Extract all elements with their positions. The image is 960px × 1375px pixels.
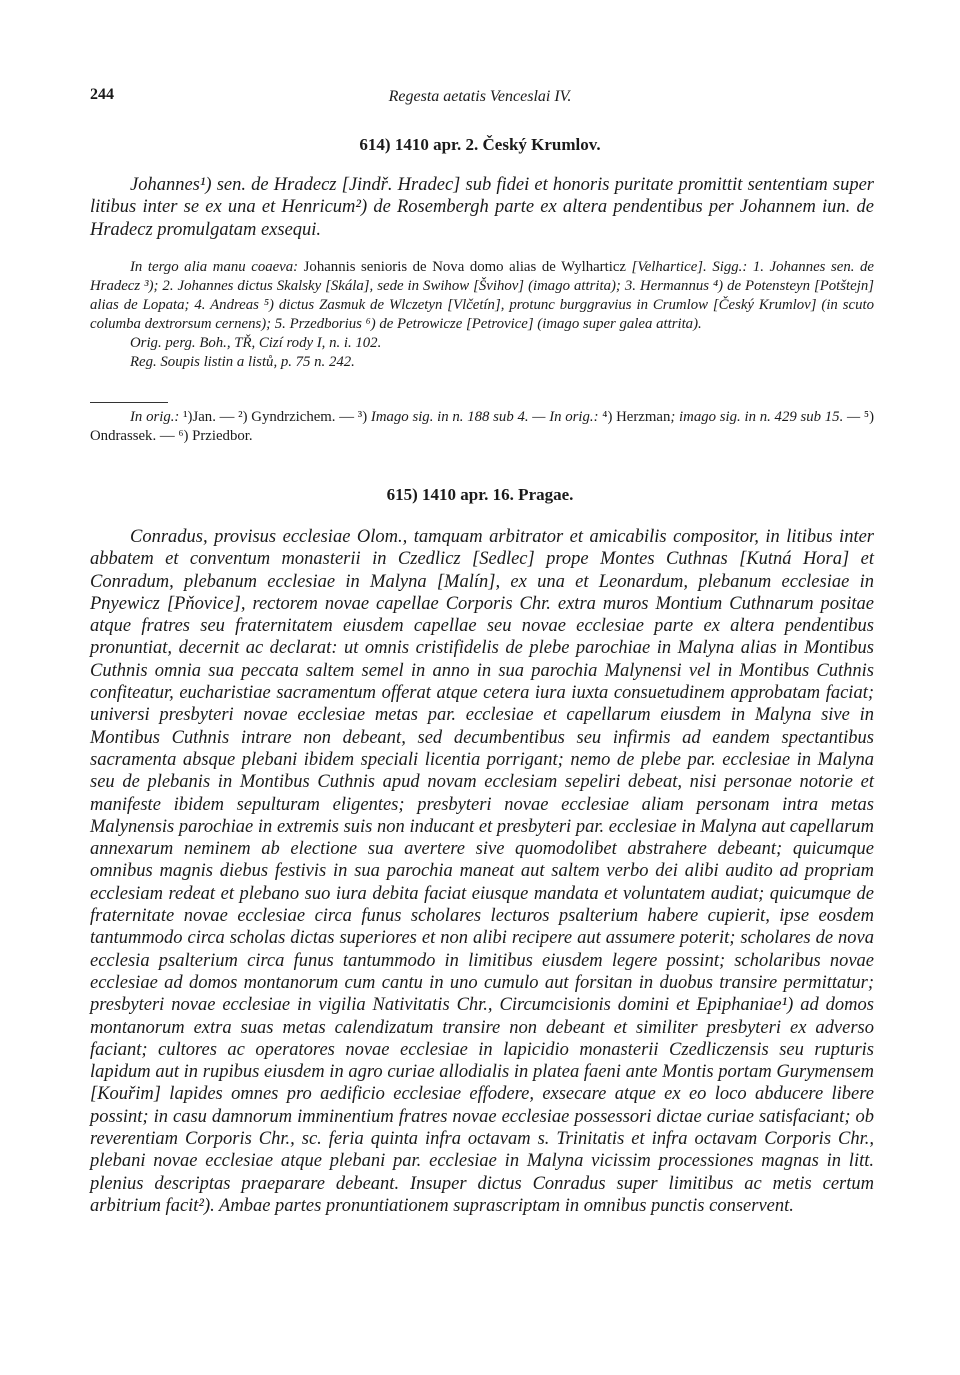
footnote-1-3: ¹)Jan. — ²) Gyndrzichem. — ³)	[183, 409, 371, 425]
entry-614-notes	[90, 258, 874, 373]
tergo-rest: [Velhartice]. Sigg.: 1. Johannes sen. de Hradecz ³); 2. Johannes dictus Skalsky [Skála], sede in Swihow [Švihov] (imago attrita); 3. Hermannus ⁴) de Potensteyn [Potštejn] alias de Lopata; 4. Andreas ⁵) dictus Zasmuk de Wlczetyn [Vlčetín], protunc burggravius in Crumlow [Český Krumlov] (in scuto columba dextrorsum cernens); 5. Przedborius ⁶) de Petrowicze [Petrovice] (imago super galea attrita).	[90, 259, 874, 333]
entry-615-abstract	[90, 526, 874, 1217]
footnote-imago: Imago sig. in n. 188 sub 4. — In orig.:	[370, 409, 603, 425]
entry-614-heading: 614) 1410 apr. 2. Český Krumlov.	[359, 135, 601, 154]
footnote-divider	[90, 402, 168, 403]
footnote-imago-2: ; imago sig. in n. 429 sub 15. —	[670, 409, 864, 425]
entry-614-abstract-text: Johannes¹) sen. de Hradecz [Jindř. Hradec] sub fidei et honoris puritate promittit sententiam super litibus inter se ex una et Henricum²) de Rosembergh parte ex altera pendentibus per Johannem iun. de Hradecz promulgatam exsequi.	[90, 175, 874, 240]
entry-615-abstract-text: Conradus, provisus ecclesiae Olom., tamquam arbitrator et amicabilis compositor, in litibus inter abbatem et conventum monasterii in Czedlicz [Sedlec] prope Montes Cuthnas [Kutná Hora] et Conradum, plebanum ecclesiae in Malyna [Malín], ex una et Leonardum, plebanum ecclesiae in Pnyewicz [Pňovice], rectorem novae capellae Corporis Chr. extra muros Montium Cuthnarum positae atque fratres seu fraternitatem eiusdem capellae seu novae ecclesiae parte ex altera pendentibus pronuntiat, decernit ac declarat: ut omnis cristifidelis de plebe parochiae in Malyna alias in Montibus Cuthnis omnia sua peccata saltem semel in anno in sua parochia Malynensi vel in Montibus Cuthnis confiteatur, eucharistiae sacramentum offerat atque cetera iura iuxta consuetudinem approbatam faciat; universi presbyteri novae ecclesiae metas par. ecclesiae et capellarum eiusdem in Malyna sive in Montibus Cuthnis intrare non debeant, sed decumbentibus seu infirmis ad eandem spectantibus sacramenta absque plebani ibidem speciali licentia porrigant; nemo de plebe par. ecclesiae in Malyna seu de plebanis in Montibus Cuthnis apud novam ecclesiam sepeliri debeat, nisi personae notorie et manifeste ibidem sepulturam eligentes; presbyteri novae ecclesiae aliam personam intra metas Malynensis parochiae in extremis suis non inducant et presbyteri par. ecclesiae in Malyna aut capellarum annexarum neminem ab electione sua avertere sive quomodolibet abstrahere debeant; quicumque omnibus magnis diebus festivis in sua parochia maneat aut saltem verbo dei alibi audito ad propriam ecclesiam redeat et plebano suo iura debita faciat eiusque mandata et voluntatem audiat; quicumque de fraternitate novae ecclesiae circa funus scholares lecturos psalterium habere cupierit, ipse eosdem tantummodo circa scholas dictas superiores et non alibi recipere aut assumere poterit; scholares de nova ecclesia psalterium circa funus tantummodo in limitibus eiusdem legere possint; scholaribus novae ecclesiae ad domos montanorum cum cantu in uno cumulo aut forsitan in duobus transire permittatur; presbyteri novae ecclesiae in vigilia Nativitatis Chr., Circumcisionis domini et Epiphaniae¹) ad domos montanorum extra suas metas calendizatum transire non debeant et similiter presbyteri ex adverso faciant; cultores ac operatores novae ecclesiae in lapicidio monasterii Czedliczensis seu rupturis lapidum aut in rupibus eiusdem in agro curiae allodialis in platea faeni ante Montis portam Gurymensem [Kouřim] lapides omnes pro aedificio ecclesiae effodere, exsecare atque ex eo loco abducere libere possint; in casu damnorum imminentium fratres novae ecclesiae possessori dictae curiae satisfaciant; ob reverentiam Corporis Chr., sc. feria quinta infra octavam s. Trinitatis et infra octavam Corporis Chr., plebani novae ecclesiae atque plebani par. ecclesiae in Malyna vicissim processiones magnas in litt. plenius descriptas praeparare debeant. Insuper dictus Conradus super limitibus ac metis certum arbitrium facit²). Ambae partes pronuntiationem suprascriptam in omnibus punctis conservent.	[90, 527, 874, 1216]
footnote-5-6: ⁵) Ondrassek. — ⁶) Prziedbor.	[90, 409, 875, 445]
footnote-4: ⁴) Herzman	[602, 409, 671, 425]
entry-614-abstract	[90, 174, 874, 241]
entry-614-footnotes	[90, 408, 874, 446]
page-number: 244	[90, 86, 114, 103]
entry-614-reg-note: Reg. Soupis listin a listů, p. 75 n. 242.	[130, 354, 355, 371]
tergo-text: Johannis senioris de Nova domo alias de Wylharticz	[303, 259, 626, 275]
footnote-in-orig: In orig.:	[130, 409, 184, 425]
entry-614-tergo-note	[90, 258, 874, 334]
footnote-text	[90, 408, 874, 446]
entry-614-orig-note: Orig. perg. Boh., TŘ, Cizí rody I, n. i. 102.	[130, 335, 382, 352]
tergo-label: In tergo alia manu coaeva:	[130, 259, 304, 275]
running-title: Regesta aetatis Venceslai IV.	[388, 88, 572, 105]
entry-615-heading: 615) 1410 apr. 16. Pragae.	[386, 485, 574, 504]
